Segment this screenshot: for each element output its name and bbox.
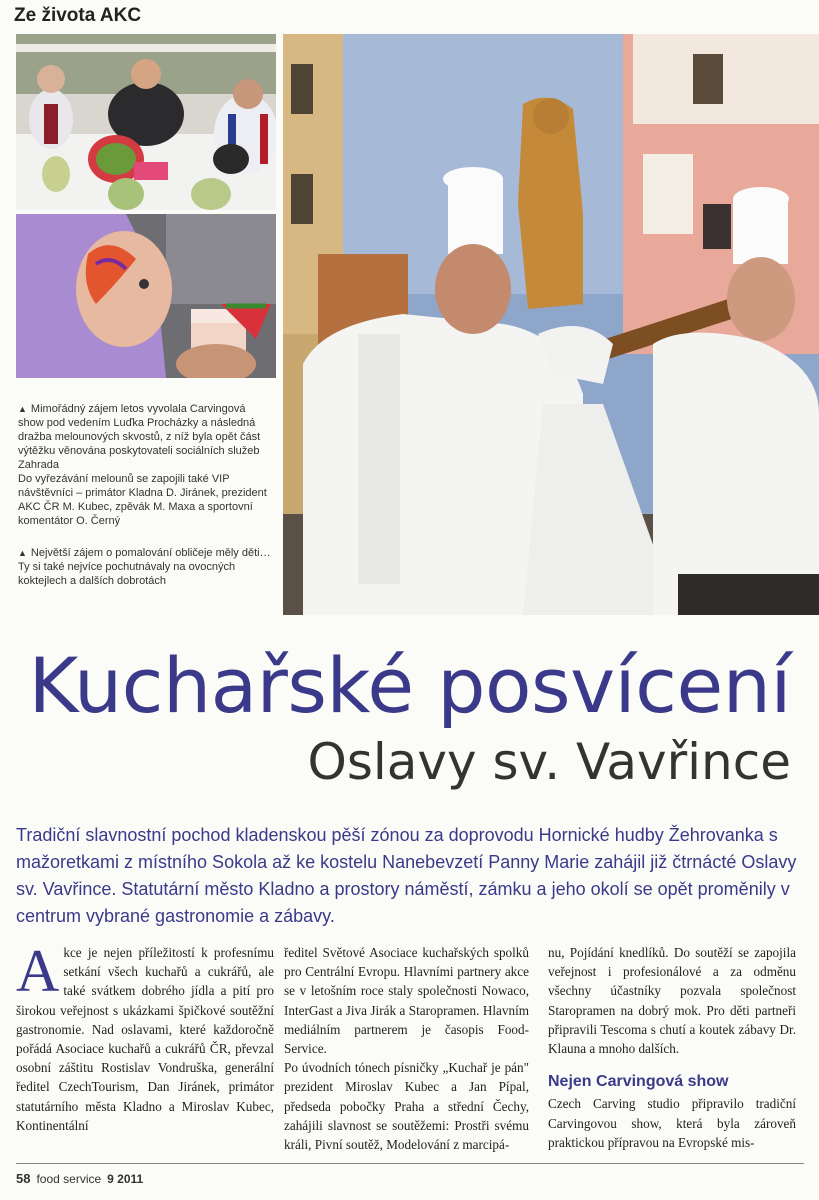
chefs-procession-photo [283,34,819,615]
body-text: kce je nejen příležitostí k profesnímu setkání všech kuchařů a cukrářů, ale také svátkem dobrého jídla a pití pro širokou veřejnost s ukázkami špičkové soutěžní gastronomie. Nad oslavami, které každoročně pořádá Asociace kuchařů a cukrářů ČR, převzal osobní záštitu Rostislav Vondruška, generální ředitel CzechTourism, Dan Jiránek, primátor statutárního města Kladno a Miroslav Kubec, Kontinentální [16,945,274,1133]
subsection-heading: Nejen Carvingová show [548,1073,729,1091]
caption-paragraph: Do vyřezávání melounů se zapojili také VIP návštěvníci – primátor Kladna D. Jiránek, prezident AKC ČR M. Kubec, zpěvák M. Maxa a sportovní komentátor O. Černý [18,473,267,527]
body-text: nu, Pojídání knedlíků. Do soutěží se zapojila veřejnost i profesionálové a za odměnu všechny účastníky pozvala společnost Staropramen na dobrý mok. Pro děti partneři připravili Tescoma s chutí a koutek zábavy Dr. Klauna a mnoho dalších. [548,945,796,1057]
face-painting-caption [18,546,273,588]
carving-show-photo [16,34,276,210]
body-text: Czech Carving studio připravilo tradiční Carvingovou show, která byla zároveň praktickou přípravou na Evropské mis- [548,1096,796,1150]
body-text: Po úvodních tónech písničky „Kuchař je pán" prezident Miroslav Kubec a Jan Pípal, předseda pobočky Praha a střední Čechy, zahájili slavnost se soutěžemi: Prostři svému králi, Pivní soutěž, Modelování z marcipá- [284,1060,529,1153]
caption-paragraph: ▲ Největší zájem o pomalování obličeje měly děti… Ty si také nejvíce pochutnávaly na ovocných koktejlech a dalších dobrotách [18,547,271,587]
magazine-name: food service [36,1172,102,1186]
carving-caption [18,402,273,528]
face-painting-photo [16,214,276,378]
triangle-up-icon: ▲ [18,548,27,558]
article-subheadline: Oslavy sv. Vavřince [307,733,791,791]
footer-divider [16,1163,804,1164]
drop-cap: A [16,938,60,1004]
section-label: Ze života AKC [14,5,142,26]
page-number: 58 [16,1171,31,1186]
body-column-1 [16,938,274,1135]
article-lead: Tradiční slavnostní pochod kladenskou pěší zónou za doprovodu Hornické hudby Žehrovanka s mažoretkami z místního Sokola až ke kostelu Nanebevzetí Panny Marie zahájil již čtrnácté Oslavy sv. Vavřince. Statutární město Kladno a prostory náměstí, zámku a jeho okolí se opět proměnily v centrum vybrané gastronomie a zábavy. [16,825,797,926]
body-text: ředitel Světové Asociace kuchařských spolků pro Centrální Evropu. Hlavními partnery akce se v letošním roce staly společnosti Nowaco, InterGast a Jiva Jirák a Staropramen. Hlavním mediálním partnerem je časopis Food-Service. [284,945,529,1057]
page-footer [16,1171,143,1186]
issue-number: 9 2011 [107,1172,144,1186]
triangle-up-icon: ▲ [18,404,27,414]
caption-paragraph: ▲ Mimořádný zájem letos vyvolala Carvingová show pod vedením Luďka Procházky a následná dražba melounových skvostů, z níž byla opět část výtěžku věnována poskytovateli sociálních služeb Zahrada [18,403,261,471]
body-column-2 [284,943,529,1154]
article-headline: Kuchařské posvícení [28,641,791,730]
body-column-3 [548,943,796,1152]
